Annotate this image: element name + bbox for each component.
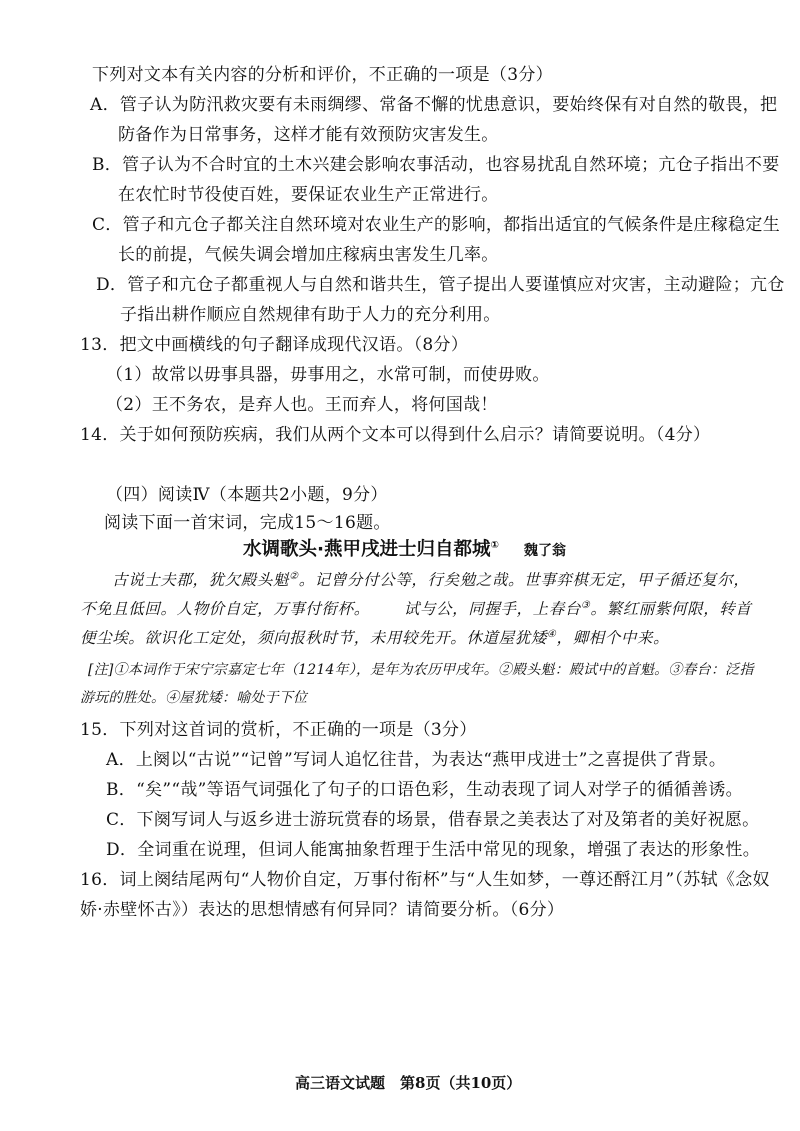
poem-line-2a: 不免且低回。人物价自定，万事付衔杯。: [80, 600, 370, 618]
poem-note-ref-3: ③: [580, 599, 591, 611]
poem-title-text: 水调歌头·燕甲戌进士归自都城: [243, 539, 491, 560]
q12-option-d-line2: 子指出耕作顺应自然规律有助于人力的充分利用。: [120, 305, 501, 325]
q15-stem: 15．下列对这首词的赏析，不正确的一项是（3分）: [80, 720, 477, 740]
q16-line-2: 娇·赤壁怀古》）表达的思想情感有何异同？请简要分析。（6分）: [80, 900, 565, 920]
poem-notes-line-2: 游玩的胜处。④屋犹矮：喻处于下位: [80, 690, 308, 706]
q13-sentence-2: （2）王不务农，是弃人也。王而弃人，将何国哉！: [106, 395, 498, 415]
q15-option-a: A．上阕以“古说”“记曾”写词人追忆往昔，为表达“燕甲戌进士”之喜提供了背景。: [106, 750, 727, 770]
section4-instruction: 阅读下面一首宋词，完成15～16题。: [104, 513, 391, 533]
q12-option-c-line2: 长的前提，气候失调会增加庄稼病虫害发生几率。: [118, 245, 499, 265]
q12-option-a-line2: 防备作为日常事务，这样才能有效预防灾害发生。: [118, 125, 499, 145]
poem-notes-line-1: [注]①本词作于宋宁宗嘉定七年（1214年），是年为农历甲戌年。②殿头魁：殿试中的首魁。③春台：泛指: [88, 662, 754, 678]
poem-line-1b: 。记曾分付公等，行矣勉之哉。世事弈棋无定，甲子循还复尔，: [298, 571, 750, 589]
poem-line-1a: 古说士夫郡，犹欠殿头魁: [112, 571, 290, 589]
q12-stem: 下列对文本有关内容的分析和评价，不正确的一项是（3分）: [92, 65, 553, 85]
poem-title: [243, 537, 499, 563]
q15-option-c: C．下阕写词人与返乡进士游玩赏春的场景，借春景之美表达了对及第者的美好祝愿。: [106, 810, 760, 830]
poem-title-note: ①: [490, 539, 499, 551]
q12-option-c-line1: C．管子和亢仓子都关注自然环境对农业生产的影响，都指出适宜的气候条件是庄稼稳定生: [92, 215, 781, 235]
poem-author: 魏了翁: [524, 543, 566, 559]
poem-line-3a: 便尘埃。欲识化工定处，须向报秋时节，未用较先开。休道屋犹矮: [80, 629, 547, 647]
poem-line-3: [80, 627, 669, 649]
section4-heading: （四）阅读Ⅳ（本题共2小题，9分）: [106, 485, 388, 505]
q12-option-b-line2: 在农忙时节役使百姓，要保证农业生产正常进行。: [118, 185, 499, 205]
q12-option-b-line1: B．管子认为不合时宜的土木兴建会影响农事活动，也容易扰乱自然环境；亢仓子指出不要: [92, 155, 780, 175]
q16-line-1: 16．词上阕结尾两句“人物价自定，万事付衔杯”与“人生如梦，一尊还酹江月”（苏轼《念奴: [80, 870, 770, 890]
q15-option-b: B．“矣”“哉”等语气词强化了句子的口语色彩，生动表现了词人对学子的循循善诱。: [106, 780, 743, 800]
poem-line-3b: ，卿相个中来。: [556, 629, 670, 647]
poem-note-ref-4: ④: [546, 628, 557, 640]
poem-note-ref-2: ②: [289, 570, 299, 582]
q12-option-a-line1: A．管子认为防汛救灾要有未雨绸缪、常备不懈的忧患意识，要始终保有对自然的敬畏，把: [90, 95, 778, 115]
page-footer: 高三语文试题 第8页（共10页）: [295, 1074, 522, 1092]
q14-stem: 14．关于如何预防疾病，我们从两个文本可以得到什么启示？请简要说明。（4分）: [80, 425, 711, 445]
poem-line-1: [112, 569, 750, 591]
poem-line-2b: 试与公，同握手，上春台: [403, 600, 581, 618]
q13-sentence-1: （1）故常以毋事具器，毋事用之，水常可制，而使毋败。: [106, 365, 550, 385]
q12-option-d-line1: D．管子和亢仓子都重视人与自然和谐共生，管子提出人要谨慎应对灾害，主动避险；亢仓: [96, 275, 785, 295]
q13-stem: 13．把文中画横线的句子翻译成现代汉语。（8分）: [80, 335, 469, 355]
q15-option-d: D．全词重在说理，但词人能寓抽象哲理于生活中常见的现象，增强了表达的形象性。: [106, 840, 761, 860]
poem-line-2: [80, 598, 752, 620]
poem-line-2c: 。繁红丽紫何限，转首: [590, 600, 752, 618]
